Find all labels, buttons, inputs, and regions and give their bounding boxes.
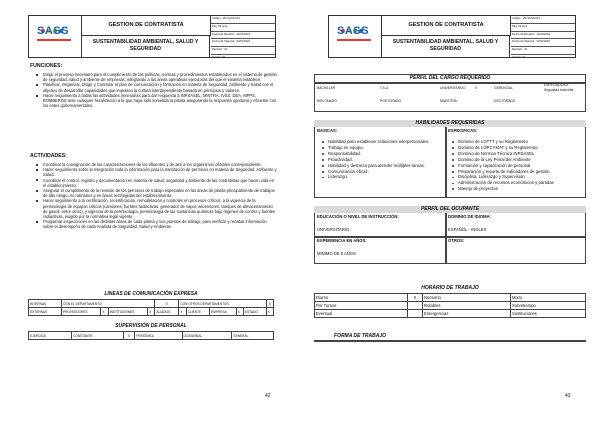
idioma-value: ESPAÑOL - INGLES bbox=[448, 227, 487, 232]
cell: X bbox=[123, 332, 135, 340]
cell: X bbox=[236, 308, 243, 316]
cell: EJERCIDA bbox=[29, 332, 72, 340]
sass-logo bbox=[329, 16, 382, 57]
header-title: GESTION DE CONTRATISTA bbox=[82, 16, 211, 36]
funciones-list bbox=[34, 72, 278, 108]
cell: GENERAL bbox=[232, 332, 274, 340]
list-item: Dominio de LOPCYMAT y su Reglamento bbox=[450, 145, 584, 151]
list-item: Preparación y reporte de indicadores de gestión bbox=[450, 169, 584, 175]
meta-code: Código : VR-SASS-014 bbox=[211, 16, 275, 24]
cell: X bbox=[266, 308, 273, 316]
header-subtitle: SUSTENTABILIDAD AMBIENTAL, SALUD Y SEGURIDAD bbox=[382, 36, 510, 57]
cell: Mixto bbox=[511, 294, 586, 302]
cell: Nocturno bbox=[423, 294, 511, 302]
actividades-title: ACTIVIDADES: bbox=[30, 153, 67, 159]
cell: X bbox=[148, 308, 155, 316]
cell: PROVEEDORES bbox=[62, 308, 101, 316]
list-item: Habilidad y destreza para atender múltiples tareas. bbox=[320, 163, 440, 169]
universitario-mark: X bbox=[475, 86, 478, 90]
perfil-title: PERFIL DEL CARGO REQUERIDO bbox=[409, 75, 491, 81]
basicas-list bbox=[320, 139, 440, 180]
list-item: Dominio de la Ley Penal del Ambiente bbox=[450, 157, 584, 163]
header-meta bbox=[511, 16, 575, 57]
list-item: Liderazgo. bbox=[320, 174, 440, 180]
maestria-label: MAESTRÍA bbox=[440, 99, 457, 103]
list-item: Manejo de proyectos bbox=[450, 186, 584, 192]
list-item: Proactividad. bbox=[320, 157, 440, 163]
especialidad-value: Seguridad industrial bbox=[544, 88, 574, 92]
meta-revision: Revisión : 01 bbox=[511, 47, 575, 55]
cell: Rotables bbox=[423, 302, 511, 310]
list-item: Comunicación eficaz. bbox=[320, 169, 440, 175]
diplomado-label: DIPLOMADO bbox=[317, 99, 337, 103]
educacion-label: EDUCACIÓN O NIVEL DE INSTRUCCIÓN: bbox=[317, 214, 399, 219]
educacion-value: UNIVERSITARIO bbox=[317, 227, 350, 232]
habilidades-title: HABILIDADES REQUERIDAS bbox=[314, 120, 586, 127]
cell: Por Turnos bbox=[315, 302, 408, 310]
header-title: GESTION DE CONTRATISTA bbox=[382, 16, 511, 36]
list-item: Administración de recursos económicos y partidas bbox=[450, 180, 584, 186]
cell: INSTITUCIONES bbox=[108, 308, 147, 316]
experiencia-value: MINIMO DE 5 AÑOS bbox=[317, 251, 356, 256]
logo-text: SASS bbox=[37, 25, 69, 37]
cell: OCASIONAL bbox=[182, 332, 232, 340]
meta-version: Versión: 01 bbox=[512, 55, 526, 59]
list-item: Trabajo en equipo. bbox=[320, 145, 440, 151]
mark-cell: X bbox=[408, 294, 423, 302]
divider bbox=[445, 127, 447, 198]
mark-cell: X bbox=[266, 300, 273, 308]
meta-page: Pág. 59 pme bbox=[511, 24, 575, 32]
postgrado-label: POSTGRADO bbox=[380, 99, 402, 103]
meta-page: Pág. 59 pme bbox=[211, 24, 275, 32]
header-meta bbox=[211, 16, 275, 57]
cell: Diurno bbox=[315, 294, 408, 302]
list-item: Coordinar la consignación de las caracterizaciones de los efluentes y de aire a los organismos oficiales correspondiente. bbox=[34, 162, 278, 167]
supervision-table bbox=[28, 331, 274, 340]
funciones-title: FUNCIONES: bbox=[30, 63, 63, 69]
bachiller-label: BACHILLER bbox=[317, 86, 336, 90]
mark-cell: X bbox=[155, 300, 179, 308]
gerencial-label: GERENCIAL bbox=[494, 86, 514, 90]
right-page bbox=[300, 0, 600, 424]
meta-valid-date: Fecha de Vigencia : 22/01/2020 bbox=[211, 39, 275, 47]
cell: PERIÓDICA bbox=[135, 332, 182, 340]
mark-cell bbox=[408, 302, 423, 310]
especificas-list bbox=[450, 139, 584, 192]
meta-revision-date: Fecha de Revisión : 22/01/2019 bbox=[211, 32, 275, 40]
divider bbox=[445, 213, 447, 264]
horario-title: HORARIO DE TRABAJO bbox=[421, 285, 479, 291]
cell: ESTADO bbox=[243, 308, 266, 316]
mark-cell bbox=[408, 310, 423, 318]
meta-version: Versión: 01 bbox=[212, 55, 226, 59]
externas-label: EXTERNAS bbox=[29, 308, 62, 316]
otros-label: OTROS: bbox=[448, 238, 465, 243]
basicas-label: BASICAS: bbox=[317, 128, 338, 133]
cell: X bbox=[101, 308, 108, 316]
cell: Sobretiempo bbox=[511, 302, 586, 310]
universitario-label: UNIVERSITARIO bbox=[440, 86, 466, 90]
especialidad-label: ESPECIALIDAD: bbox=[544, 83, 569, 87]
list-item: Coordinar el control, registro y documentación en materia de salud, seguridad y ambiente de las contratistas que hacen vida en el establecimiento. bbox=[34, 178, 278, 188]
logo-text: SASS bbox=[337, 25, 369, 37]
cell: Eventual bbox=[315, 310, 408, 318]
tsu-label: T.S.U. bbox=[380, 86, 389, 90]
document-header bbox=[28, 15, 276, 58]
meta-code: Código : VR-SASS-014 bbox=[511, 16, 575, 24]
list-item: Planificar, Organizar, Dirigir y Controlar el plan de comunicación y formación en materia de Seguridad, Ambiente y Salud con el objetivo de desarrollar capacidades que impulsen la cultura interdependiente basada en principios y Valores. bbox=[34, 82, 278, 92]
list-item: Hacer seguimiento a la certificación, recertificación, remodelación y controles en procesos críticos, a la vigencia de la permisología de equipos críticos (camiones, fuentes radiactivas, generador de vapor, ascensores, tanques de almacenamiento de gasoil, entre otros), y vigencia de la permisología, permisología de las sustancias químicas bajo régimen de control y fuentes radiactivas, exigido por la normativa legal vigente. bbox=[34, 198, 278, 219]
doctorado-label: DOCTORADO bbox=[494, 99, 516, 103]
list-item: Hacer seguimiento sobre la Integración toda la información para la tramitación de permisos en materia de Seguridad, Ambiente y Salud. bbox=[34, 167, 278, 177]
cell: CLIENTE bbox=[186, 308, 209, 316]
cell: EMPRESA bbox=[210, 308, 237, 316]
sass-logo bbox=[29, 16, 82, 57]
list-item: Dirigir el proceso necesario para el cumplimiento de las políticas, normas y procedimientos establecidos en el sistema de gestión de seguridad, salud y ambiente de empresas, integrando a las áreas operativas ejecutoras del que el sistema establece. bbox=[34, 72, 278, 82]
experiencia-label: EXPERIENCIA EN AÑOS: bbox=[317, 238, 367, 243]
cell: ALIADOS bbox=[155, 308, 179, 316]
forma-label: FORMA DE TRABAJO bbox=[334, 333, 387, 339]
especificas-label: ESPECIFICAS: bbox=[448, 128, 478, 133]
cell: CONSTANTE bbox=[72, 332, 123, 340]
lineas-title: LINEAS DE COMUNICACIÓN EXPRESA bbox=[104, 291, 198, 297]
cell: X bbox=[179, 308, 186, 316]
actividades-list bbox=[34, 162, 278, 230]
meta-revision-date: Fecha de Revisión : 22/01/2019 bbox=[511, 32, 575, 40]
horario-table bbox=[314, 293, 586, 318]
divider bbox=[314, 340, 586, 342]
ocupante-title: PERFIL DEL OCUPANTE bbox=[314, 206, 586, 213]
idioma-label: DOMINIO DE IDIOMA: bbox=[448, 214, 492, 219]
meta-revision: Revisión : 01 bbox=[211, 47, 275, 55]
con-departamento: CON EL DEPARTAMENTO bbox=[62, 300, 155, 308]
list-item: Hacer seguimiento a todas las actividades necesarias para dar respuesta a INPSASEL, MINTRA, IVSS, DEA, MPPS, BOMBEROS ante cualquier fiscalización a la que haya sido sometida la planta asegurando la respuesta oportuna y eficiente con los entes gubernamentales. bbox=[34, 93, 278, 109]
document-header bbox=[328, 15, 576, 58]
supervision-title: SUPERVISIÓN DE PERSONAL bbox=[115, 323, 187, 329]
cell: Emergencias bbox=[423, 310, 511, 318]
list-item: Habilidad para establecer relaciones interpersonales. bbox=[320, 139, 440, 145]
internas-label: INTERNAS bbox=[29, 300, 62, 308]
list-item: Formación y capacitación de personal bbox=[450, 163, 584, 169]
page-number: 42 bbox=[265, 393, 271, 399]
list-item: Disciplina, Liderazgo y Supervisión bbox=[450, 174, 584, 180]
list-item: Dominio de LOTTT y su Reglamento bbox=[450, 139, 584, 145]
list-item: Dominio de Normas Técnica INPSASEL bbox=[450, 151, 584, 157]
con-otros: CON OTROS DEPARTAMENTOS bbox=[179, 300, 266, 308]
header-subtitle: SUSTENTABILIDAD AMBIENTAL, SALUD Y SEGURIDAD bbox=[82, 36, 210, 57]
meta-valid-date: Fecha de Vigencia : 22/01/2020 bbox=[511, 39, 575, 47]
cell: Sustituciones bbox=[511, 310, 586, 318]
page-number: 43 bbox=[565, 393, 571, 399]
list-item: Responsabilidad. bbox=[320, 151, 440, 157]
list-item: Asegurar el cumplimiento de la revisión de los permisos de trabajo especiales en las áreas de planta principalmente de trabajos de alto riesgo, no rutinarios y en áreas restringidas del establecimiento. bbox=[34, 188, 278, 198]
lineas-table bbox=[28, 299, 274, 316]
list-item: Programar inspecciones en las distintas áreas de cada planta y sus puestos de trabajo, para verificar y recabar información sobre el desempeño de cada Analista de Seguridad, Salud y Ambiente. bbox=[34, 219, 278, 229]
